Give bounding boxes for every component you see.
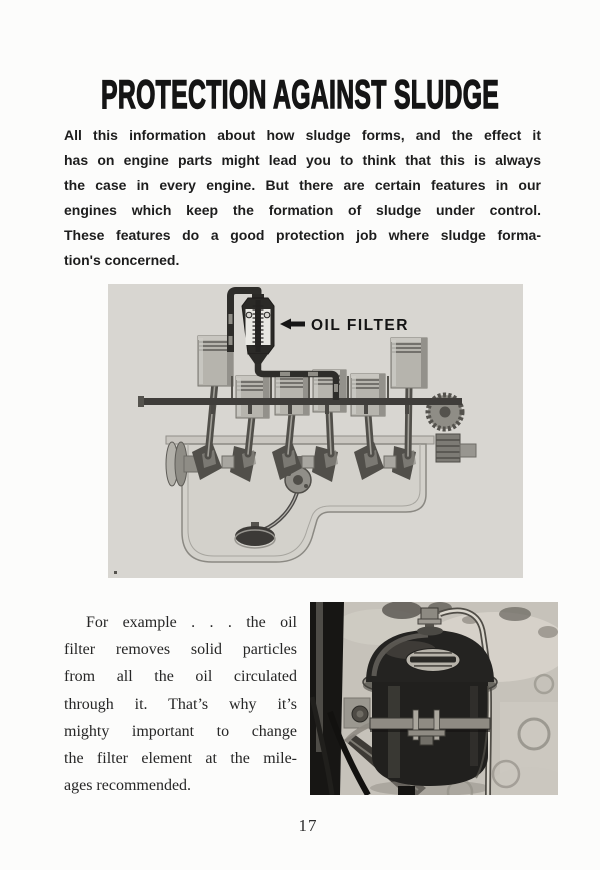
oil-filter-photo-svg bbox=[310, 602, 558, 795]
engine-cutaway-svg bbox=[108, 284, 523, 578]
text-line: through it. That’s why it’s bbox=[64, 695, 297, 713]
example-paragraph bbox=[64, 609, 297, 799]
text-line: from all the oil circulated bbox=[64, 668, 297, 686]
piston-2 bbox=[236, 376, 269, 418]
text-line: has on engine parts might lead you to think that this is always bbox=[64, 152, 541, 168]
text-line: filter removes solid particles bbox=[64, 641, 297, 659]
intro-paragraph bbox=[64, 123, 541, 273]
text-line: the case in every engine. But there are certain features in our bbox=[64, 177, 541, 193]
text-line: tion's concerned. bbox=[64, 252, 180, 268]
oil-filter-photo bbox=[310, 602, 558, 795]
bottom-stub bbox=[398, 786, 415, 795]
page-number: 17 bbox=[298, 816, 318, 835]
print-speck bbox=[114, 571, 117, 574]
text-line: engines which keep the formation of sludge under control. bbox=[64, 202, 541, 218]
text-line: For example . . . the oil bbox=[86, 614, 297, 631]
page-title-wrap bbox=[0, 73, 600, 117]
text-line: These features do a good protection job where sludge forma- bbox=[64, 227, 541, 243]
oil-pickup-screen bbox=[235, 526, 275, 546]
clamp-band bbox=[370, 718, 490, 729]
text-line: ages recommended. bbox=[64, 777, 192, 795]
text-line: All this information about how sludge forms, and the effect it bbox=[64, 127, 541, 143]
page-title: PROTECTION AGAINST SLUDGE bbox=[100, 73, 500, 117]
text-line: mighty important to change bbox=[64, 722, 297, 740]
engine-cutaway-figure bbox=[108, 284, 523, 578]
text-line: the filter element at the mile- bbox=[64, 750, 297, 768]
piston-6 bbox=[391, 338, 427, 388]
clamp-bolt bbox=[420, 736, 433, 745]
oil-filter-label: OIL FILTER bbox=[311, 317, 409, 334]
